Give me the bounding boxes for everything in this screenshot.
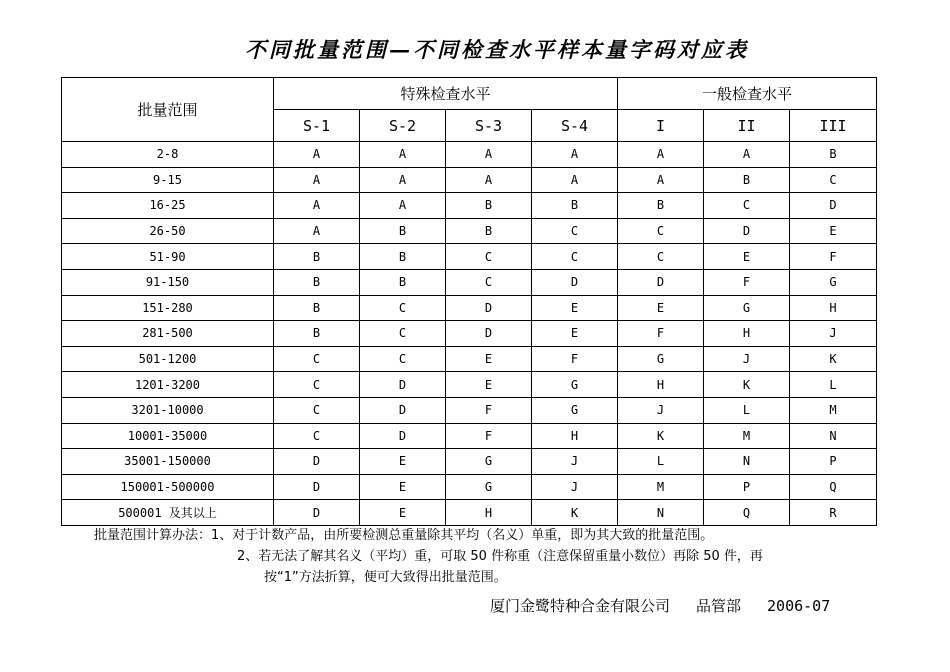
footer xyxy=(490,595,830,616)
code-cell: K xyxy=(704,372,790,398)
code-cell: C xyxy=(360,295,446,321)
code-cell: G xyxy=(532,372,618,398)
code-cell: E xyxy=(704,244,790,270)
special-level-header: 特殊检查水平 xyxy=(274,78,618,110)
table-row xyxy=(62,295,877,321)
range-cell: 1201-3200 xyxy=(62,372,274,398)
code-cell: E xyxy=(618,295,704,321)
code-cell: B xyxy=(446,193,532,219)
table-row xyxy=(62,372,877,398)
code-cell: C xyxy=(446,269,532,295)
code-cell: E xyxy=(360,500,446,526)
table-row xyxy=(62,346,877,372)
code-cell: D xyxy=(360,423,446,449)
code-cell: L xyxy=(790,372,877,398)
code-cell: A xyxy=(274,218,360,244)
code-cell: C xyxy=(360,346,446,372)
code-cell: L xyxy=(618,449,704,475)
code-cell: E xyxy=(532,295,618,321)
code-cell: A xyxy=(274,167,360,193)
table-row xyxy=(62,244,877,270)
code-cell: H xyxy=(790,295,877,321)
code-cell: B xyxy=(790,142,877,168)
code-cell: A xyxy=(274,193,360,219)
code-cell: C xyxy=(618,218,704,244)
code-cell: F xyxy=(532,346,618,372)
range-cell: 150001-500000 xyxy=(62,474,274,500)
range-cell: 16-25 xyxy=(62,193,274,219)
issue-date: 2006-07 xyxy=(767,597,831,615)
range-cell: 151-280 xyxy=(62,295,274,321)
range-cell: 500001 及其以上 xyxy=(62,500,274,526)
code-cell: K xyxy=(532,500,618,526)
column-header: II xyxy=(704,110,790,142)
range-cell: 10001-35000 xyxy=(62,423,274,449)
code-cell: P xyxy=(790,449,877,475)
code-cell: A xyxy=(532,142,618,168)
column-header: III xyxy=(790,110,877,142)
code-cell: C xyxy=(274,372,360,398)
code-cell: A xyxy=(446,142,532,168)
code-cell: A xyxy=(360,142,446,168)
code-cell: A xyxy=(704,142,790,168)
company-name: 厦门金鹭特种合金有限公司 xyxy=(490,597,671,615)
code-cell: B xyxy=(274,321,360,347)
code-cell: C xyxy=(532,218,618,244)
code-cell: G xyxy=(446,474,532,500)
note-line-3: 按“1”方法折算，便可大致得出批量范围。 xyxy=(264,570,507,585)
code-cell: H xyxy=(618,372,704,398)
code-cell: E xyxy=(360,474,446,500)
general-level-header: 一般检查水平 xyxy=(618,78,877,110)
code-cell: N xyxy=(704,449,790,475)
code-cell: D xyxy=(274,474,360,500)
table-row xyxy=(62,142,877,168)
code-cell: A xyxy=(274,142,360,168)
code-cell: R xyxy=(790,500,877,526)
code-cell: D xyxy=(618,269,704,295)
code-cell: D xyxy=(704,218,790,244)
code-cell: A xyxy=(618,167,704,193)
code-cell: B xyxy=(532,193,618,219)
column-header: S-1 xyxy=(274,110,360,142)
code-cell: F xyxy=(618,321,704,347)
code-cell: D xyxy=(446,295,532,321)
code-cell: G xyxy=(446,449,532,475)
code-cell: E xyxy=(532,321,618,347)
code-cell: C xyxy=(790,167,877,193)
code-cell: C xyxy=(274,397,360,423)
table-body xyxy=(62,142,877,526)
code-cell: G xyxy=(532,397,618,423)
code-cell: Q xyxy=(704,500,790,526)
code-cell: G xyxy=(790,269,877,295)
code-cell: D xyxy=(532,269,618,295)
sample-code-table xyxy=(61,77,877,526)
code-cell: C xyxy=(704,193,790,219)
table-row xyxy=(62,218,877,244)
page-title: 不同批量范围—不同检查水平样本量字码对应表 xyxy=(245,37,749,62)
code-cell: D xyxy=(274,449,360,475)
code-cell: H xyxy=(446,500,532,526)
code-cell: D xyxy=(360,397,446,423)
code-cell: J xyxy=(618,397,704,423)
column-header: S-3 xyxy=(446,110,532,142)
table-row xyxy=(62,167,877,193)
code-cell: C xyxy=(274,346,360,372)
column-header: I xyxy=(618,110,704,142)
code-cell: K xyxy=(618,423,704,449)
code-cell: C xyxy=(446,244,532,270)
code-cell: D xyxy=(790,193,877,219)
code-cell: J xyxy=(532,474,618,500)
code-cell: D xyxy=(274,500,360,526)
code-cell: A xyxy=(532,167,618,193)
code-cell: M xyxy=(704,423,790,449)
code-cell: G xyxy=(618,346,704,372)
code-cell: J xyxy=(532,449,618,475)
code-cell: C xyxy=(618,244,704,270)
table-row xyxy=(62,423,877,449)
code-cell: B xyxy=(704,167,790,193)
table-row xyxy=(62,321,877,347)
range-cell: 26-50 xyxy=(62,218,274,244)
code-cell: A xyxy=(360,193,446,219)
code-cell: C xyxy=(532,244,618,270)
code-cell: J xyxy=(704,346,790,372)
code-cell: B xyxy=(360,218,446,244)
range-cell: 35001-150000 xyxy=(62,449,274,475)
code-cell: B xyxy=(274,269,360,295)
code-cell: B xyxy=(360,244,446,270)
code-cell: K xyxy=(790,346,877,372)
code-cell: A xyxy=(618,142,704,168)
code-cell: N xyxy=(790,423,877,449)
table-row xyxy=(62,193,877,219)
code-cell: F xyxy=(446,423,532,449)
code-cell: H xyxy=(532,423,618,449)
code-cell: C xyxy=(360,321,446,347)
note-line-2: 2、若无法了解其名义（平均）重，可取 50 件称重（注意保留重量小数位）再除 50 件，再 xyxy=(237,549,763,564)
code-cell: F xyxy=(704,269,790,295)
code-cell: M xyxy=(790,397,877,423)
code-cell: Q xyxy=(790,474,877,500)
range-cell: 91-150 xyxy=(62,269,274,295)
column-header: S-4 xyxy=(532,110,618,142)
range-cell: 2-8 xyxy=(62,142,274,168)
table-row xyxy=(62,397,877,423)
range-header: 批量范围 xyxy=(62,78,274,142)
code-cell: B xyxy=(274,295,360,321)
range-cell: 51-90 xyxy=(62,244,274,270)
code-cell: B xyxy=(274,244,360,270)
range-cell: 281-500 xyxy=(62,321,274,347)
code-cell: H xyxy=(704,321,790,347)
range-cell: 501-1200 xyxy=(62,346,274,372)
column-header: S-2 xyxy=(360,110,446,142)
table-row xyxy=(62,269,877,295)
department-name: 品管部 xyxy=(696,597,742,615)
code-cell: B xyxy=(446,218,532,244)
range-cell: 3201-10000 xyxy=(62,397,274,423)
note-line-1: 批量范围计算办法：1、对于计数产品，由所要检测总重量除其平均（名义）单重，即为其大致的批量范围。 xyxy=(94,528,714,543)
code-cell: G xyxy=(704,295,790,321)
code-cell: A xyxy=(360,167,446,193)
code-cell: B xyxy=(360,269,446,295)
code-cell: D xyxy=(360,372,446,398)
code-cell: F xyxy=(790,244,877,270)
notes xyxy=(94,525,763,588)
code-cell: B xyxy=(618,193,704,219)
code-cell: J xyxy=(790,321,877,347)
table-row xyxy=(62,474,877,500)
code-cell: N xyxy=(618,500,704,526)
code-cell: M xyxy=(618,474,704,500)
code-cell: E xyxy=(790,218,877,244)
range-cell: 9-15 xyxy=(62,167,274,193)
code-cell: E xyxy=(446,372,532,398)
code-cell: D xyxy=(446,321,532,347)
code-cell: A xyxy=(446,167,532,193)
table-row xyxy=(62,449,877,475)
code-cell: F xyxy=(446,397,532,423)
code-cell: L xyxy=(704,397,790,423)
code-cell: C xyxy=(274,423,360,449)
code-cell: P xyxy=(704,474,790,500)
code-cell: E xyxy=(446,346,532,372)
code-cell: E xyxy=(360,449,446,475)
table-row xyxy=(62,500,877,526)
